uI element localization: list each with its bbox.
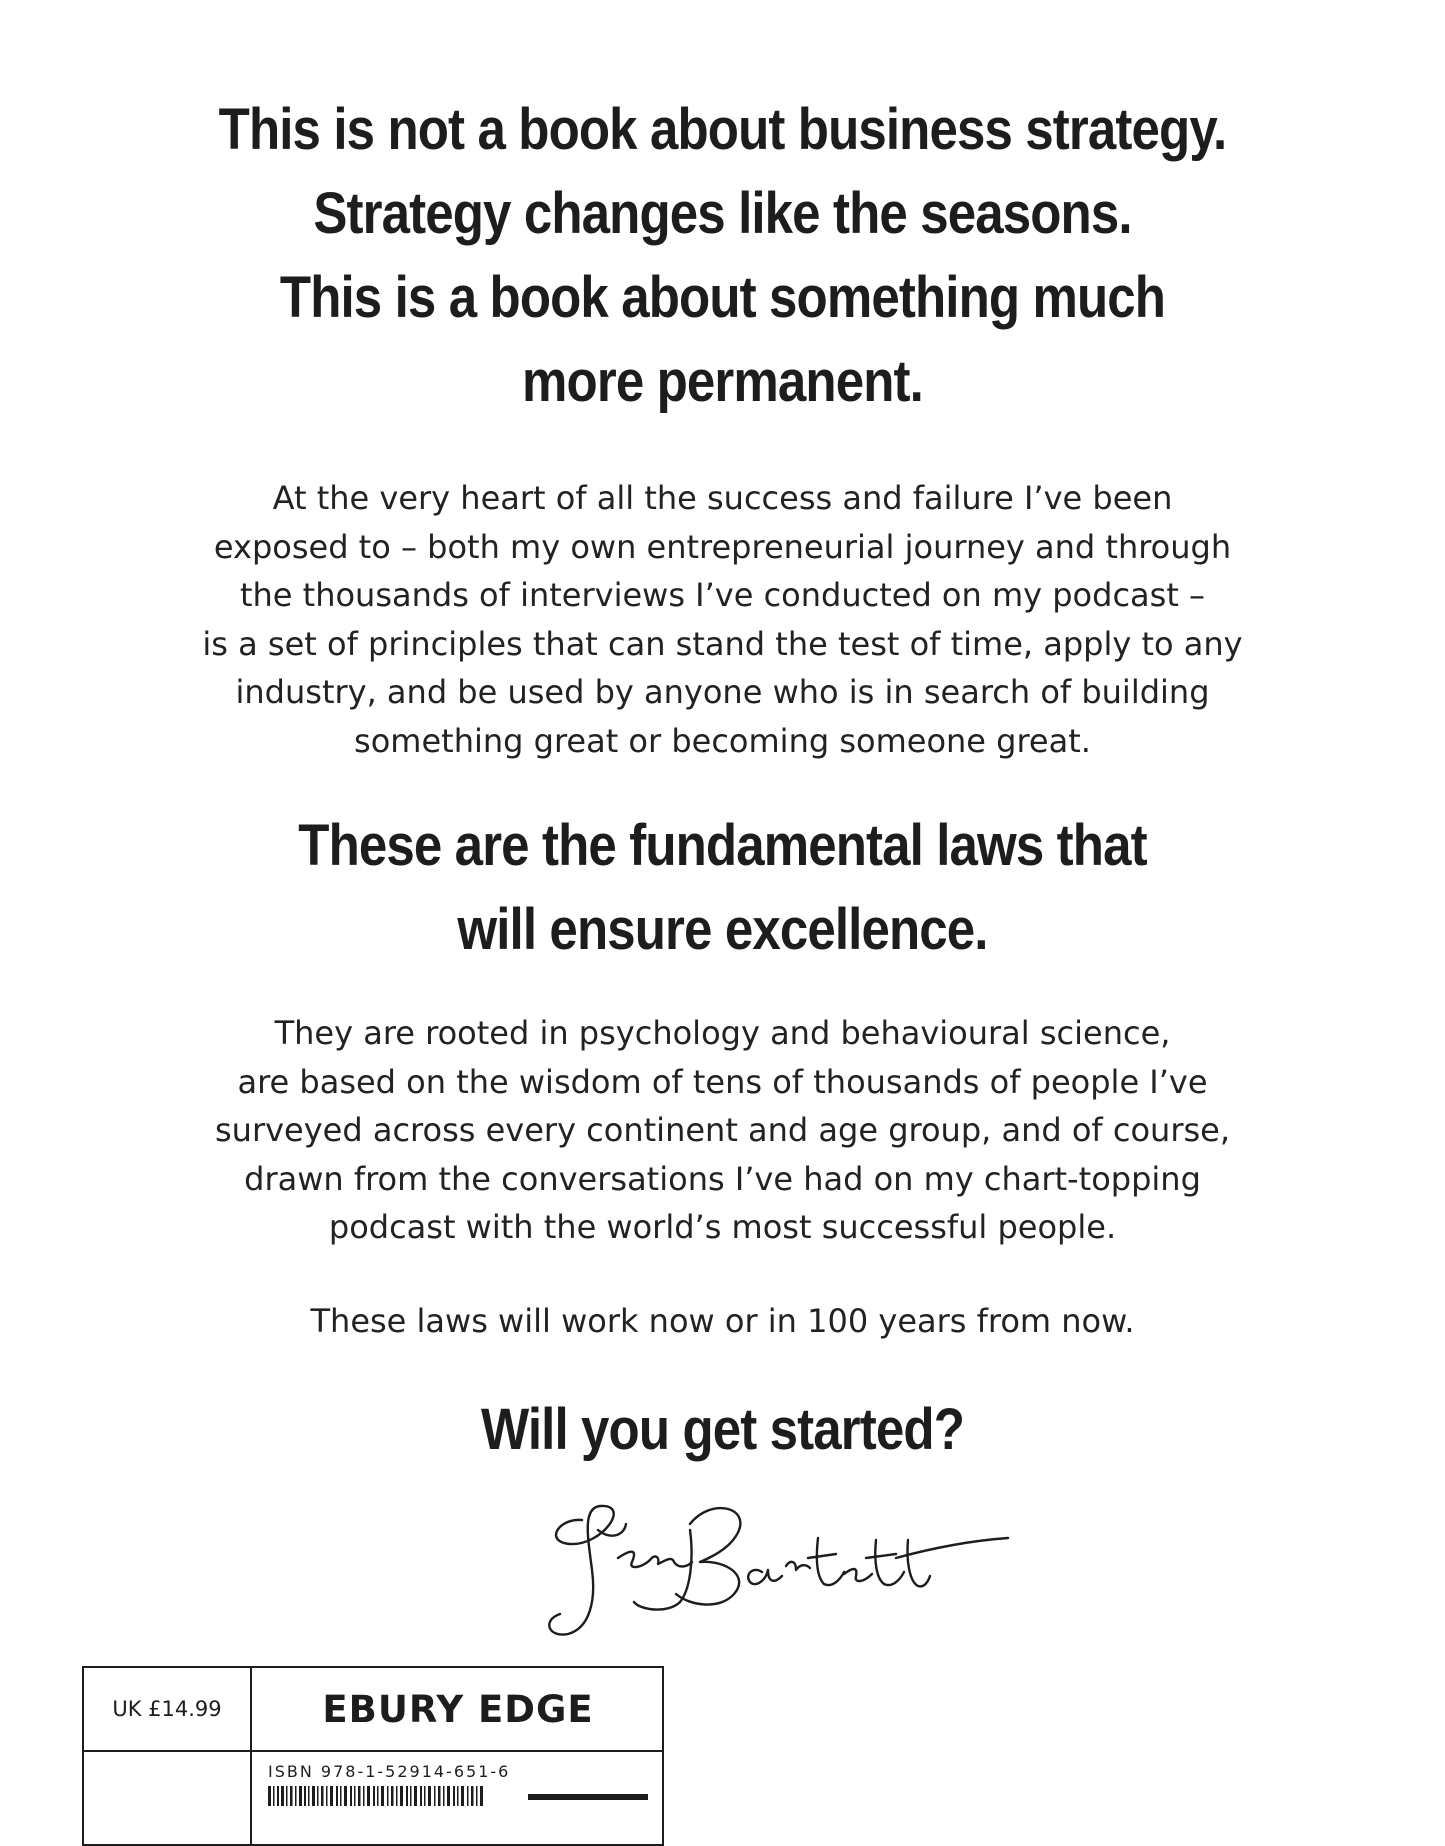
publisher-logo: EBURY EDGE <box>322 1687 594 1731</box>
price-label: UK £14.99 <box>112 1697 222 1721</box>
laws-heading <box>87 804 1359 972</box>
paragraph-line: exposed to – both my own entrepreneurial journey and through <box>213 527 1232 566</box>
headline-line: more permanent. <box>522 349 923 414</box>
barcode-image <box>268 1786 648 1806</box>
headline-line: Strategy changes like the seasons. <box>313 181 1132 246</box>
paragraph-line: They are rooted in psychology and behavioural science, <box>274 1014 1171 1052</box>
closing-question: Will you get started? <box>480 1397 965 1462</box>
paragraph-line: the thousands of interviews I’ve conducted on my podcast – <box>239 576 1206 614</box>
laws-paragraph <box>0 1009 1445 1252</box>
price-isbn-box <box>82 1666 664 1846</box>
paragraph-line: industry, and be used by anyone who is in search of building <box>235 673 1210 711</box>
box-divider <box>84 1750 662 1752</box>
heading-line: These are the fundamental laws that <box>298 813 1147 878</box>
heading-line: will ensure excellence. <box>457 897 988 962</box>
paragraph-line: podcast with the world’s most successful people. <box>328 1208 1117 1246</box>
isbn-label: ISBN 978-1-52914-651-6 <box>268 1762 511 1781</box>
signature-image <box>540 1490 1010 1640</box>
paragraph-line: are based on the wisdom of tens of thousands of people I’ve <box>237 1062 1208 1101</box>
headline <box>87 88 1359 424</box>
timeless-statement: These laws will work now or in 100 years from now. <box>310 1302 1135 1340</box>
headline-line: This is not a book about business strategy. <box>218 97 1227 162</box>
intro-paragraph <box>0 474 1445 765</box>
paragraph-line: something great or becoming someone great. <box>354 721 1091 760</box>
paragraph-line: surveyed across every continent and age group, and of course, <box>215 1111 1230 1149</box>
headline-line: This is a book about something much <box>279 265 1166 330</box>
paragraph-line: is a set of principles that can stand the test of time, apply to any <box>202 624 1243 663</box>
paragraph-line: drawn from the conversations I’ve had on my chart-topping <box>244 1159 1201 1198</box>
paragraph-line: At the very heart of all the success and failure I’ve been <box>272 479 1173 517</box>
